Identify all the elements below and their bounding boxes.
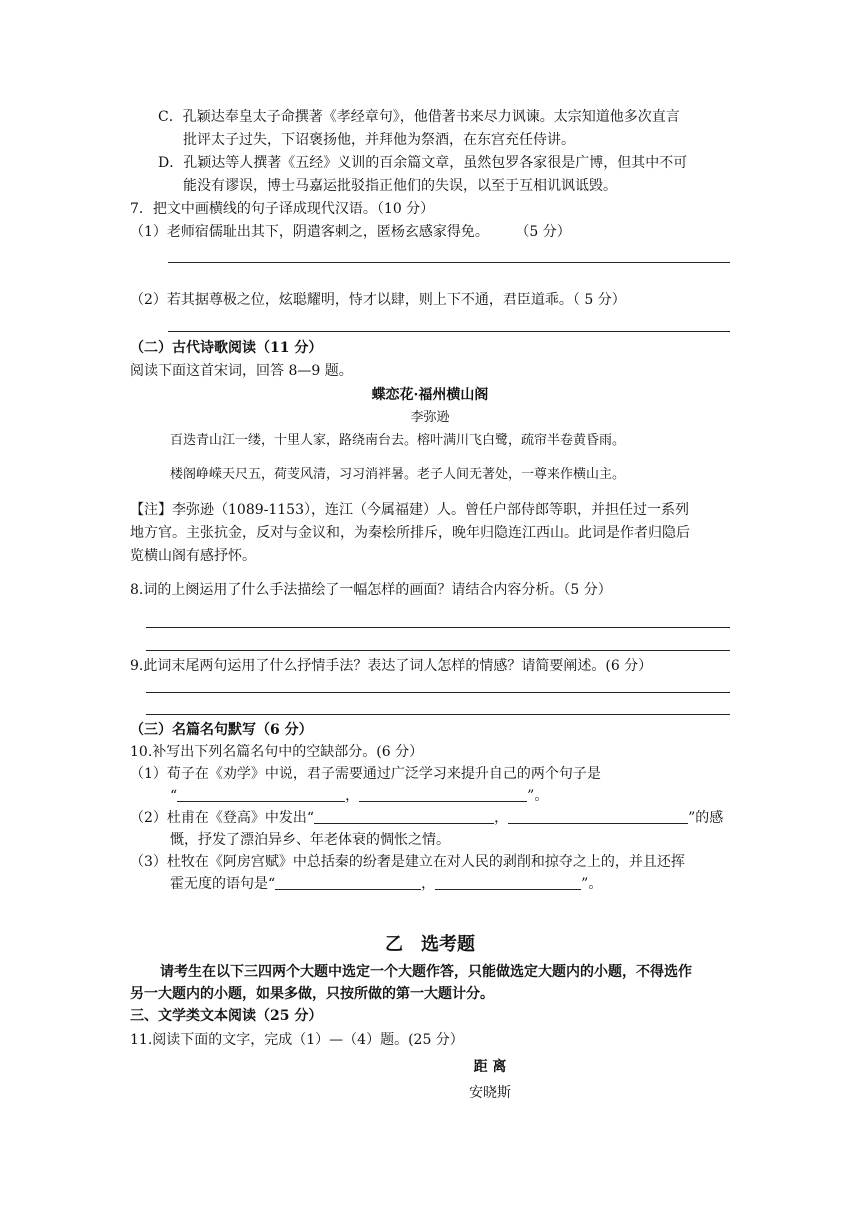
poetry-intro: 阅读下面这首宋词，回答 8—9 题。 <box>130 363 353 379</box>
comma: ， <box>494 810 509 826</box>
blank-2a[interactable] <box>314 809 494 824</box>
q10-item2-line2: 慨，抒发了漂泊异乡、年老体衰的惆怅之情。 <box>170 832 450 848</box>
option-d-line2: 能没有谬误，博士马嘉运批驳指正他们的失误，以至于互相讥讽诋毁。 <box>183 178 617 194</box>
q8-answer-line-2[interactable] <box>146 650 730 651</box>
text-author: 安晓斯 <box>469 1085 511 1101</box>
poem-note-line3: 览横山阁有感抒怀。 <box>130 548 256 564</box>
q9-text: 9.此词末尾两句运用了什么抒情手法？表达了词人怎样的情感？请简要阐述。(6 分） <box>130 658 653 674</box>
q7-title: 7．把文中画横线的句子译成现代汉语。（10 分） <box>130 201 435 217</box>
q7-sentence1-text: （1）老师宿儒耻出其下，阴遣客刺之，匿杨玄感家得免。 <box>130 224 489 240</box>
q7-answer-line-2[interactable] <box>168 331 730 332</box>
q10-text: 10.补写出下列名篇名句中的空缺部分。(6 分） <box>130 744 424 760</box>
q10-item2-post: ”的感 <box>688 810 724 826</box>
q10-item3-line2 <box>170 874 602 894</box>
blank-3a[interactable] <box>275 875 421 890</box>
close-quote: ”。 <box>527 788 549 804</box>
poem-title: 蝶恋花·福州横山阁 <box>371 387 489 403</box>
elective-title: 乙 选考题 <box>385 934 475 955</box>
text-title: 距 离 <box>473 1059 507 1075</box>
option-d-line1: D．孔颖达等人撰著《五经》义训的百余篇文章，虽然包罗各家很是广博，但其中不可 <box>158 155 688 171</box>
poetry-heading: （二）古代诗歌阅读（11 分） <box>130 340 323 356</box>
q8-answer-line-1[interactable] <box>146 627 730 628</box>
q10-item2-line1 <box>130 808 723 828</box>
blank-1b[interactable] <box>359 787 527 802</box>
section3-heading: 三、文学类文本阅读（25 分） <box>130 1008 323 1024</box>
poem-line-2: 楼阁峥嵘天尺五，荷芰风清，习习消袢暑。老子人间无著处，一尊来作横山主。 <box>170 467 626 482</box>
q7-sentence1-score: （5 分） <box>515 224 571 240</box>
blank-1a[interactable] <box>177 787 345 802</box>
q10-item1-blanks <box>170 786 548 806</box>
elective-instruction-line2: 另一大题内的小题，如果多做，只按所做的第一大题计分。 <box>130 986 494 1002</box>
q7-answer-line-1[interactable] <box>168 262 730 263</box>
q11-text: 11.阅读下面的文字，完成（1）—（4）题。(25 分） <box>130 1032 464 1048</box>
comma: ， <box>345 788 360 804</box>
q10-item1-line1: （1）荀子在《劝学》中说，君子需要通过广泛学习来提升自己的两个句子是 <box>130 766 601 782</box>
q7-sentence2: （2）若其据尊极之位，炫聪耀明，恃才以肆，则上下不通，君臣道乖。（ 5 分） <box>130 292 626 308</box>
q7-sentence1 <box>130 222 571 242</box>
q8-text: 8.词的上阕运用了什么手法描绘了一幅怎样的画面？请结合内容分析。（5 分） <box>130 582 612 598</box>
blank-2b[interactable] <box>508 809 688 824</box>
dictation-heading: （三）名篇名句默写（6 分） <box>130 722 313 738</box>
blank-3b[interactable] <box>435 875 581 890</box>
comma: ， <box>421 876 436 892</box>
poem-note-line1: 【注】李弥逊（1089-1153），连江（今属福建）人。曾任户部侍郎等职，并担任过一系列 <box>130 502 689 518</box>
option-c-line2: 批评太子过失，下诏褒扬他，并拜他为祭酒，在东宫充任侍讲。 <box>183 132 575 148</box>
close-quote: ”。 <box>581 876 603 892</box>
poem-author: 李弥逊 <box>410 410 450 425</box>
open-quote: “ <box>170 788 178 804</box>
q10-item3-pre: 霍无度的语句是“ <box>170 876 276 892</box>
q10-item3-line1: （3）杜牧在《阿房宫赋》中总括秦的纷奢是建立在对人民的剥削和掠夺之上的，并且还挥 <box>130 854 685 870</box>
q9-answer-line-1[interactable] <box>146 692 730 693</box>
poem-note-line2: 地方官。主张抗金，反对与金议和，为秦桧所排斥，晚年归隐连江西山。此词是作者归隐后 <box>130 525 690 541</box>
poem-line-1: 百迭青山江一缕，十里人家，路绕南台去。榕叶满川飞白鹭，疏帘半卷黄昏雨。 <box>170 433 626 448</box>
q10-item2-pre: （2）杜甫在《登高》中发出“ <box>130 810 315 826</box>
option-c-line1: C．孔颖达奉皇太子命撰著《孝经章句》，他借著书来尽力讽谏。太宗知道他多次直言 <box>158 109 680 125</box>
elective-instruction-line1: 请考生在以下三四两个大题中选定一个大题作答，只能做选定大题内的小题，不得选作 <box>160 964 692 980</box>
q9-answer-line-2[interactable] <box>146 714 730 715</box>
